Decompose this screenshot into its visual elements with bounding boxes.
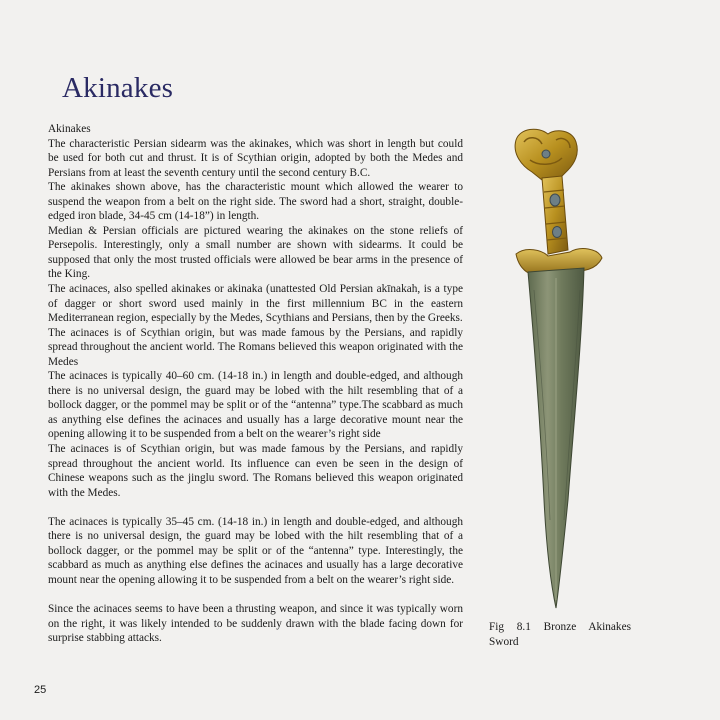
- article-body: [48, 122, 463, 646]
- paragraph-1: The characteristic Persian sidearm was the akinakes, which was short in length but could be used for both cut and thrust. It is of Scythian origin, adopted by both the Medes and Persians from at least the seventh century until the second century B.C.: [48, 137, 463, 179]
- paragraph-3: Median & Persian officials are pictured wearing the akinakes on the stone reliefs of Persepolis. Interestingly, only a small number are shown with sidearms. It could be supposed that only the most trusted officials were allowed be bear arms in the presence of the King.: [48, 224, 463, 281]
- paragraph-5: The acinaces is of Scythian origin, but was made famous by the Persians, and rapidly spread throughout the ancient world. The Romans believed this weapon originated with the Medes: [48, 326, 463, 368]
- paragraph-9: Since the acinaces seems to have been a thrusting weapon, and since it was typically worn on the right, it was likely intended to be suddenly drawn with the blade facing down for surprise stabbing attacks.: [48, 602, 463, 645]
- paragraph-4: The acinaces, also spelled akinakes or akinaka (unattested Old Persian akīnakah, is a type of dagger or short sword used mainly in the first millennium BC in the eastern Mediterranean region, especially by the Medes, Scythians and Persians, then by the Greeks.: [48, 283, 463, 325]
- akinakes-sword-image: [498, 120, 628, 620]
- page-title: Akinakes: [62, 72, 174, 104]
- paragraph-spacer: [48, 587, 463, 602]
- pommel-shape: [515, 129, 577, 180]
- paragraph-6: The acinaces is typically 40–60 cm. (14-18 in.) in length and double-edged, and although there is no universal design, the guard may be lobed with the hilt resembling that of a bollock dagger, or the pommel may be split or of the “antenna” type.The scabbard as much as anything else defines the acinaces and usually has a large decorative mount near the opening allowing it to be suspended from a belt on the wearer’s right side: [48, 370, 463, 441]
- caption-line-2: Sword: [489, 636, 519, 648]
- paragraph-8: The acinaces is typically 35–45 cm. (14-18 in.) in length and double-edged, and although there is no universal design, the guard may be lobed with the hilt resembling that of a bollock dagger, or the pommel may be split or of the “antenna” type. Interestingly, the scabbard as much as anything else defines the acinaces and usually has a large decorative mount near the opening allowing it to be suspended from a belt on the wearer’s right side.: [48, 515, 463, 586]
- page-number: 25: [34, 684, 47, 696]
- grip-shape: [542, 176, 568, 254]
- paragraph-7: The acinaces is of Scythian origin, but was made famous by the Persians, and rapidly spread throughout the ancient world. Its influence can even be seen in the design of Chinese weapons such as the jinglu sword. The Romans believed this weapon originated with the Medes.: [48, 443, 463, 499]
- paragraph-2: The akinakes shown above, has the characteristic mount which allowed the wearer to suspend the weapon from a belt on the right side. The sword had a short, straight, double-edged iron blade, 34-45 cm (14-18”) in length.: [48, 181, 463, 223]
- caption-line-1: Fig 8.1 Bronze Akinakes: [489, 621, 631, 633]
- article-heading: Akinakes: [48, 123, 91, 135]
- paragraph-spacer: [48, 500, 463, 515]
- figure-caption: [489, 620, 631, 650]
- blade-shape: [528, 268, 584, 608]
